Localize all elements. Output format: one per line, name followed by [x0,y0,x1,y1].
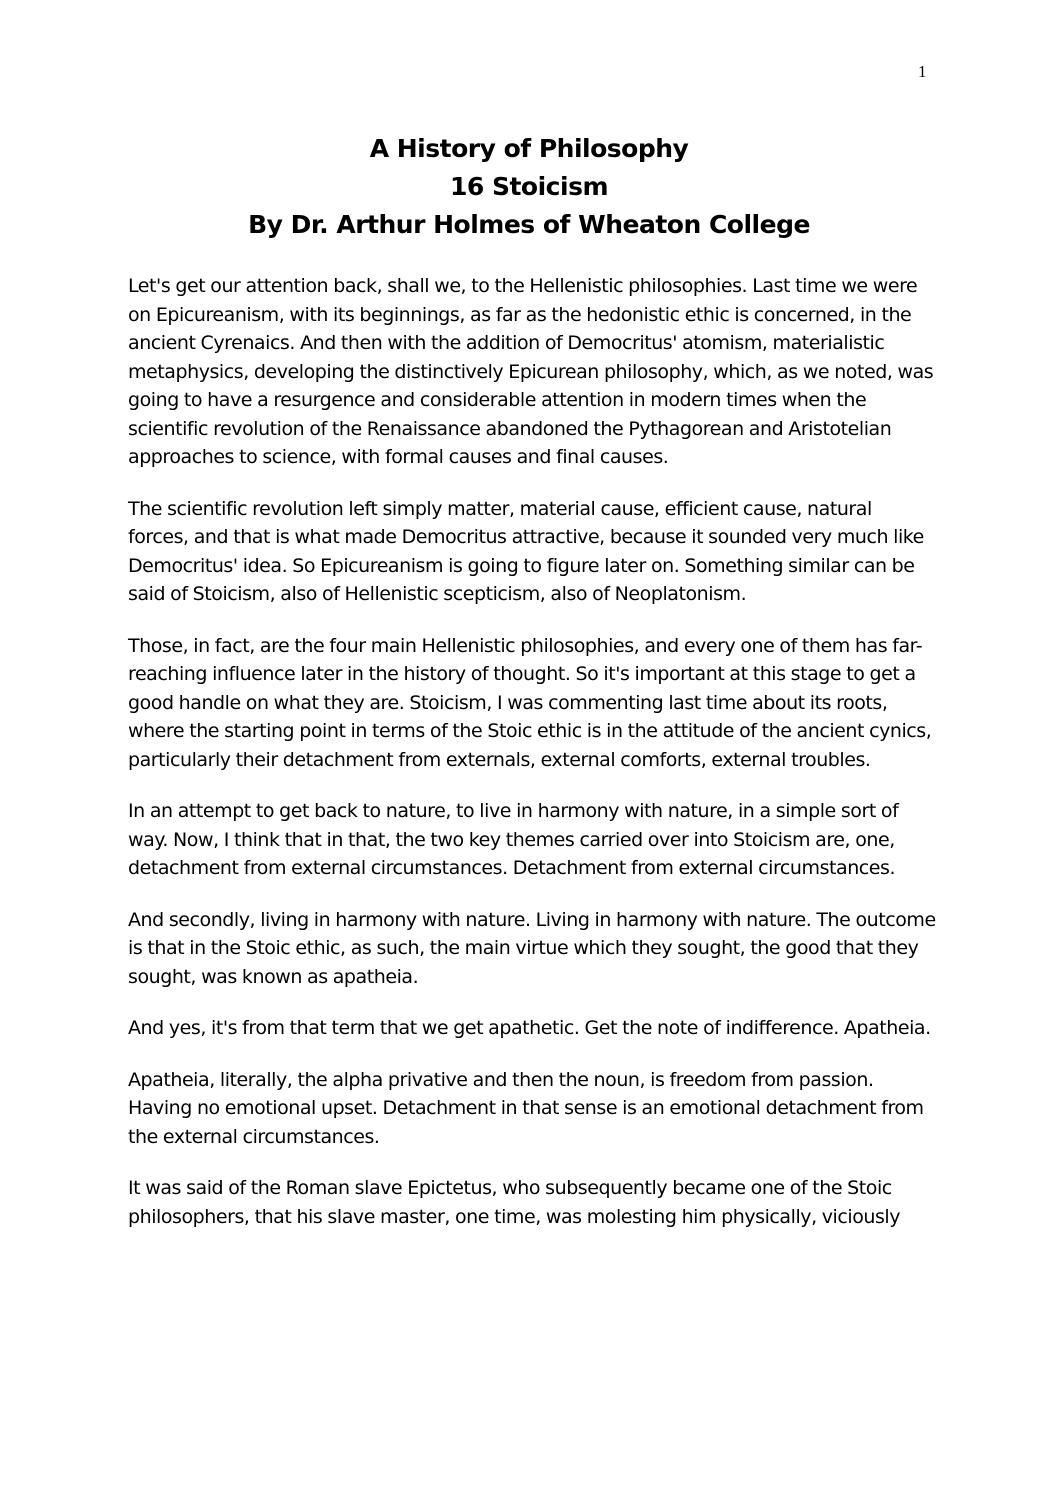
paragraph: Those, in fact, are the four main Hellenistic philosophies, and every one of them has far-reaching influence later in the history of thought. So it's important at this stage to get a good handle on what they are. Stoicism, I was commenting last time about its roots, where the starting point in terms of the Stoic ethic is in the attitude of the ancient cynics, particularly their detachment from externals, external comforts, external troubles. [128,634,932,771]
title-line-3: By Dr. Arthur Holmes of Wheaton College [248,210,810,239]
title-line-1: A History of Philosophy [369,134,689,163]
paragraph: In an attempt to get back to nature, to live in harmony with nature, in a simple sort of way. Now, I think that in that, the two key themes carried over into Stoicism are, one, detachment from external circumstances. Detachment from external circumstances. [128,800,899,879]
document-title [0,130,1058,244]
title-line-2: 16 Stoicism [449,172,608,201]
paragraph: And yes, it's from that term that we get apathetic. Get the note of indifference. Apatheia. [128,1017,931,1039]
paragraph: The scientific revolution left simply matter, material cause, efficient cause, natural forces, and that is what made Democritus attractive, because it sounded very much like Democritus' idea. So Epicureanism is going to figure later on. Something similar can be said of Stoicism, also of Hellenistic scepticism, also of Neoplatonism. [128,497,924,605]
page-number: 1 [918,62,927,81]
paragraph: Let's get our attention back, shall we, to the Hellenistic philosophies. Last time we were on Epicureanism, with its beginnings, as far as the hedonistic ethic is concerned, in the ancient Cyrenaics. And then with the addition of Democritus' atomism, materialistic metaphysics, developing the distinctively Epicurean philosophy, which, as we noted, was going to have a resurgence and considerable attention in modern times when the scientific revolution of the Renaissance abandoned the Pythagorean and Aristotelian approaches to science, with formal causes and final causes. [128,275,934,468]
body-text [128,272,936,1254]
paragraph: And secondly, living in harmony with nature. Living in harmony with nature. The outcome is that in the Stoic ethic, as such, the main virtue which they sought, the good that they sought, was known as apatheia. [128,908,936,988]
paragraph: Apatheia, literally, the alpha privative and then the noun, is freedom from passion. Having no emotional upset. Detachment in that sense is an emotional detachment from the external circumstances. [128,1068,924,1148]
paragraph: It was said of the Roman slave Epictetus, who subsequently became one of the Stoic philosophers, that his slave master, one time, was molesting him physically, viciously [128,1177,901,1228]
